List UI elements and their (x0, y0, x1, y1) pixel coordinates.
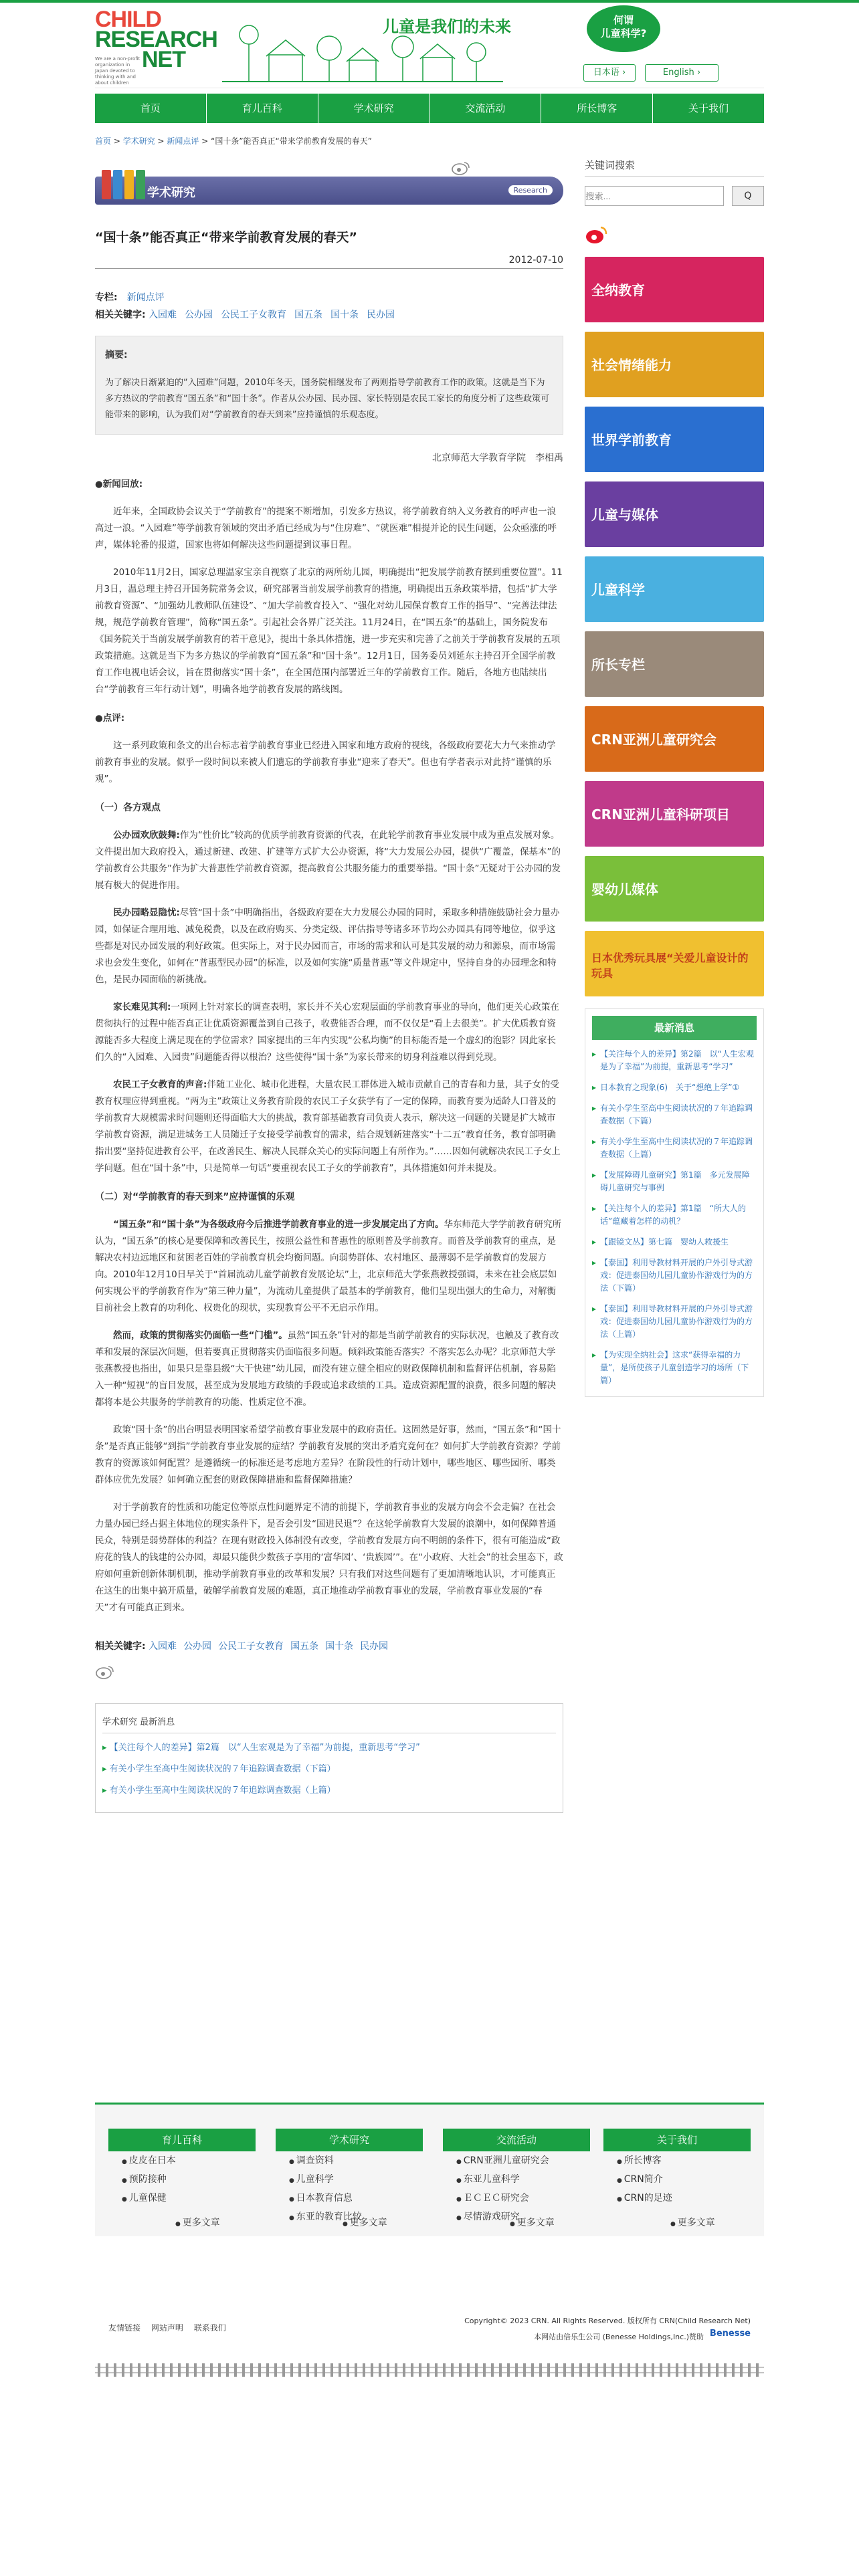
paragraph-lead: “国五条”和“国十条”为各级政府今后推进学前教育事业的进一步发展定出了方向。 (113, 1219, 444, 1230)
paragraph-lead: 公办园欢欣鼓舞: (113, 830, 180, 841)
fence-post (122, 2363, 124, 2377)
keyword-link[interactable]: 公民工子女教育 (221, 310, 287, 320)
footer-navigation (95, 2103, 764, 2236)
footer-link[interactable]: ● 尽情游戏研究 (456, 2209, 590, 2226)
fence-post (339, 2363, 341, 2377)
fence-post (740, 2363, 743, 2377)
banner-director-column[interactable] (585, 631, 764, 697)
fence-post (660, 2363, 662, 2377)
paragraph-text: 虽然“国五条”针对的都是当前学前教育的实际状况，也触及了教育改革和发展的深层次问题，但若要真正贯彻落实仍面临很多问题。倾斜政策能否落实？不落实怎么办呢？北京师范大学张燕教授也指出，如果只是靠县级“大干快建”幼儿园，而没有建立健全相应的财政保障机制和监督评估机制，容易陷入一种“短视”的盲目发展，甚至成为发展地方政绩的手段或追求政绩的工具。造成资源配置的浪费，很多问题的解决都将本是公共服务的学前教育的功能、性质定位不准。 (95, 1330, 559, 1408)
more-articles-link[interactable]: ● 更多文章 (510, 2216, 555, 2229)
site-logo[interactable] (95, 9, 217, 84)
fence-post (475, 2363, 478, 2377)
footer-link[interactable]: ● ＥＣＥＣ研究会 (456, 2190, 590, 2208)
keyword-link[interactable]: 国五条 (294, 310, 323, 320)
banner-japanese-toys[interactable] (585, 931, 764, 996)
fence-post (652, 2363, 654, 2377)
page-wrapper (95, 3, 764, 2341)
breadcrumb: 首页 > 学术研究 > 新闻点评 > “国十条”能否真正“带来学前教育发展的春天” (95, 136, 372, 146)
logo-line-1: CHILD (95, 7, 161, 32)
footer-col-title[interactable]: 交流活动 (443, 2129, 590, 2151)
keyword-link[interactable]: 国十条 (330, 310, 359, 320)
fence-post (507, 2363, 510, 2377)
fence-post (282, 2363, 285, 2377)
fence-post (250, 2363, 253, 2377)
fence-post (138, 2363, 140, 2377)
banner-label: 儿童与媒体 (591, 507, 658, 523)
nav-parenting[interactable]: 育儿百科 (207, 94, 318, 123)
weibo-share-icon[interactable] (95, 1665, 115, 1679)
friend-links[interactable]: 友情链接 (108, 2323, 141, 2333)
fence-post (218, 2363, 221, 2377)
banner-children-media[interactable] (585, 481, 764, 547)
fence-post (106, 2363, 108, 2377)
logo-line-2: RESEARCH (95, 27, 217, 52)
search-input[interactable] (585, 186, 724, 206)
footer-link[interactable]: ● 日本教育信息 (289, 2190, 423, 2208)
fence-post (547, 2363, 550, 2377)
paragraph-text: 一项网上针对家长的调查表明，家长并不关心宏观层面的学前教育事业的导向，他们更关心政策在贯彻执行的过程中能否真正让优质资源覆盖到自己孩子，收费能否合理，而不仅仅是“看上去很美”。扩大优质教育资源能否多大程度上满足现在的学位需求？国家提出的三年内实现“公私均衡”的目标能否是一个虚幻的泡影？因此家长们久的“入园难、入园贵”问题能否得以根治？这些使得“国十条”为家长带来的切身利益难以得到兑现。 (95, 1002, 559, 1063)
paragraph: 政策“国十条”的出台明显表明国家希望学前教育事业发展中的政府责任。这固然是好事，然而，“国五条”和“国十条”是否真正能够“到指”学前教育事业发展的症结？学前教育发展的突出矛盾究竟何在？如何扩大学前教育资源？学前教育的资源该如何配置？是遵循统一的标准还是考虑地方差异？在阶段性的行动计划中，哪些地区、哪些园所、哪类群体应优先发展？如何确立配套的财政保障措施和监督保障措施？ (95, 1424, 561, 1485)
fence-post (451, 2363, 454, 2377)
section-title: 学术研究 (147, 186, 195, 200)
keyword-link[interactable]: 国十条 (325, 1641, 354, 1652)
keyword-link[interactable]: 国五条 (290, 1641, 319, 1652)
fence-post (330, 2363, 333, 2377)
article-body (95, 476, 563, 1616)
fence-post (186, 2363, 189, 2377)
footer-col-title[interactable]: 关于我们 (603, 2129, 751, 2151)
site-header (95, 3, 764, 88)
paragraph (95, 905, 563, 988)
main-nav (95, 94, 764, 123)
fence-post (748, 2363, 751, 2377)
nav-director-blog[interactable]: 所长博客 (541, 94, 653, 123)
fence-post (379, 2363, 381, 2377)
article-title: “国十条”能否真正“带来学前教育发展的春天” (95, 230, 357, 245)
breadcrumb-home[interactable]: 首页 (95, 136, 112, 146)
more-articles-link[interactable]: ● 更多文章 (175, 2216, 220, 2229)
fence-post (603, 2363, 606, 2377)
fence-post (459, 2363, 462, 2377)
fence-post (700, 2363, 702, 2377)
paragraph: 2010年11月2日，国家总理温家宝亲自视察了北京的两所幼儿园，明确提出“把发展学前教育摆到重要位置”。11月3日，温总理主持召开国务院常务会议，研究部署当前发展学前教育的措施，明确提出五条政策举措，包括“扩大学前教育资源”、“加强幼儿教师队伍建设”、“加大学前教育投入”、“强化对幼儿园保育教育工作的指导”、“完善法律法规，规范学前教育管理”，简称“国五条”。引起社会各界广泛关注。11月24日，在“国五条”的基础上，国务院发布《国务院关于当前发展学前教育的若干意见》，提出十条具体措施，进一步充实和完善了之前关于学前教育发展的五项政策措施。这就是当下为多方热议的学前教育“国五条”和“国十条”。12月1日，国务委员刘延东主持召开全国学前教育工作电视电话会议，旨在贯彻落实“国十条”，在全国范围内部署近三年的学前教育工作。随后，各地方也陆续出台“学前教育三年行动计划”，明确各地学前教育发展的路线图。 (95, 567, 563, 695)
fence-post (202, 2363, 205, 2377)
logo-line-3: NET (142, 47, 185, 72)
banner-social-emotional[interactable] (585, 332, 764, 397)
fence-post (523, 2363, 526, 2377)
fence-post (363, 2363, 365, 2377)
fence-post (322, 2363, 325, 2377)
footer-col-parenting (108, 2129, 256, 2208)
banner-label: 全纳教育 (591, 282, 645, 298)
news-item[interactable]: ▸ 【泰国】利用导教材料开展的户外引导式游戏：促进泰国幼儿园儿童协作游戏行为的方法（下篇） (592, 1257, 757, 1295)
footer-col-title[interactable]: 育儿百科 (108, 2129, 256, 2151)
footer-link[interactable]: ● 儿童科学 (289, 2171, 423, 2189)
logo-tagline: We are a non-profit organization in Japan devoted to thinking with and about children (95, 56, 140, 86)
fence-post (154, 2363, 157, 2377)
fence-post (467, 2363, 470, 2377)
comment-heading: ●点评: (95, 713, 125, 724)
fence-post (419, 2363, 421, 2377)
bottom-keywords (95, 1639, 563, 1652)
footer-link[interactable]: ● 调查资料 (289, 2153, 423, 2170)
what-is-child-science-bubble[interactable]: 何谓 儿童科学? (587, 5, 660, 52)
footer-link[interactable]: ● CRN简介 (617, 2171, 751, 2189)
search-button[interactable]: Q (732, 186, 764, 206)
keyword-link[interactable]: 民办园 (360, 1641, 389, 1652)
keyword-link[interactable]: 公办园 (185, 310, 213, 320)
footer-link[interactable]: ● 东亚的教育比较 (289, 2209, 423, 2226)
banner-label: 婴幼儿媒体 (591, 881, 658, 897)
paragraph-lead: 民办园略显隐忧: (113, 907, 180, 918)
japanese-language-button[interactable]: 日本语 › (583, 64, 636, 82)
fence-post (587, 2363, 590, 2377)
footer-link[interactable]: ● 东亚儿童科学 (456, 2171, 590, 2189)
section-title-bar (95, 177, 563, 205)
article-author: 北京师范大学教育学院 李相禹 (432, 453, 563, 463)
fence-post (306, 2363, 309, 2377)
nav-events[interactable]: 交流活动 (430, 94, 541, 123)
section-badge: Research (508, 185, 553, 195)
research-latest-box (95, 1703, 563, 1813)
keywords-label: 相关关键字: (95, 1641, 146, 1652)
contact-us[interactable]: 联系我们 (193, 2323, 226, 2333)
news-item[interactable]: ▸ 【关注每个人的差异】第2篇 以“人生宏观是为了幸福”为前提，重新思考“学习” (592, 1048, 757, 1073)
fence-post (636, 2363, 638, 2377)
divider (95, 268, 563, 269)
banner-crn-asia-conference[interactable] (585, 706, 764, 772)
news-item[interactable]: ▸ 【发展障碍儿童研究】第1篇 多元发展障碍儿童研究与事例 (592, 1169, 757, 1194)
fence-post (756, 2363, 759, 2377)
nav-home[interactable]: 首页 (95, 94, 207, 123)
fence-post (411, 2363, 413, 2377)
news-item[interactable]: ▸ 【为实现全纳社会】这求“获得幸福的力量”，是所使孩子儿童创造学习的场所（下篇） (592, 1349, 757, 1387)
copyright-text: Copyright© 2023 CRN. All Rights Reserved. 版权所有 CRN(Child Research Net) (464, 2317, 751, 2325)
column-label: 专栏: (95, 292, 118, 303)
breadcrumb-news-comment[interactable]: 新闻点评 (167, 136, 199, 146)
latest-item[interactable]: ▸ 【关注每个人的差异】第2篇 以“人生宏观是为了幸福”为前提，重新思考“学习” (102, 1737, 556, 1759)
fence-post (435, 2363, 438, 2377)
fence-post (515, 2363, 518, 2377)
fence-post (130, 2363, 132, 2377)
footer-link[interactable]: ● 皮皮在日本 (122, 2153, 256, 2170)
banner-label: 儿童科学 (591, 582, 645, 598)
keyword-link[interactable]: 民办园 (367, 310, 395, 320)
subheading: （二）对“学前教育的春天到来”应持谨慎的乐观 (95, 1192, 295, 1202)
footer-col-about (603, 2129, 751, 2208)
fence-post (708, 2363, 710, 2377)
fence-post (491, 2363, 494, 2377)
paragraph-lead: 农民工子女教育的声音: (113, 1079, 207, 1090)
nav-about[interactable]: 关于我们 (688, 102, 729, 114)
footer-link[interactable]: ● CRN亚洲儿童研究会 (456, 2153, 590, 2170)
news-item[interactable]: ▸ 有关小学生至高中生阅读状况的７年追踪调查数据（下篇） (592, 1102, 757, 1128)
banner-label: 日本优秀玩具展“关爱儿童设计的玩具 (591, 952, 749, 980)
news-item[interactable]: ▸ 【泰国】利用导教材料开展的户外引导式游戏：促进泰国幼儿园儿童协作游戏行为的方法（上篇） (592, 1303, 757, 1341)
fence-post (210, 2363, 213, 2377)
more-articles-link[interactable]: ● 更多文章 (670, 2216, 715, 2229)
keyword-link[interactable]: 入园难 (149, 1641, 177, 1652)
fence-post (355, 2363, 357, 2377)
banner-inclusive-education[interactable] (585, 257, 764, 322)
paragraph (95, 1327, 563, 1411)
footer-links (108, 2322, 226, 2333)
abstract-box (95, 336, 563, 435)
fence-post (395, 2363, 397, 2377)
sidebar (585, 158, 764, 1397)
fence-post (314, 2363, 317, 2377)
english-language-button[interactable]: English › (645, 64, 719, 82)
fence-post (684, 2363, 686, 2377)
fence-post (579, 2363, 582, 2377)
fence-post (483, 2363, 486, 2377)
paragraph-lead: 家长难见其利: (113, 1002, 171, 1012)
banner-label: 世界学前教育 (591, 432, 672, 448)
paragraph: 这一系列政策和条文的出台标志着学前教育事业已经进入国家和地方政府的视线，各级政府要花大力气来推动学前教育事业的发展。似乎一段时间以来被人们遗忘的学前教育事业“迎来了春天”。但也有学者表示对此持“谨慎的乐观”。 (95, 740, 556, 784)
footer-link[interactable]: ● 所长博客 (617, 2153, 751, 2170)
fence-post (732, 2363, 735, 2377)
banner-label: 社会情绪能力 (591, 357, 672, 373)
banner-infant-media[interactable] (585, 856, 764, 922)
paragraph-text: 作为“性价比”较高的优质学前教育资源的代表，在此轮学前教育事业发展中成为重点发展对象。文件提出加大政府投入，通过新建、改建、扩建等方式扩大公办资源，将“大力发展公办园，提供“广覆盖，保基本”的学前教育公共服务”作为扩大普惠性学前教育资源，提高教育公共服务能力的重要举措。“国十条”无疑对于公办园的发展有极大的促进作用。 (95, 830, 561, 891)
sponsor-text: 本网站由倍乐生公司 (Benesse Holdings,Inc.)赞助 (534, 2333, 704, 2341)
benesse-logo[interactable]: Benesse (709, 2329, 751, 2339)
keyword-search-title: 关键词搜索 (585, 158, 764, 177)
footer-link[interactable]: ● 预防接种 (122, 2171, 256, 2189)
fence-post (611, 2363, 614, 2377)
main-content (95, 158, 563, 1813)
fence-post (290, 2363, 293, 2377)
footer-col-events (443, 2129, 590, 2226)
fence-post (371, 2363, 373, 2377)
fence-post (571, 2363, 574, 2377)
fence-post (162, 2363, 165, 2377)
fence-post (146, 2363, 149, 2377)
footer-copyright (95, 2309, 764, 2355)
header-slogan: 儿童是我们的未来 (383, 17, 511, 36)
keyword-link[interactable]: 入园难 (149, 310, 177, 320)
banner-crn-asia-project[interactable] (585, 781, 764, 847)
fence-post (114, 2363, 116, 2377)
article-meta (95, 289, 563, 324)
fence-post (234, 2363, 237, 2377)
weibo-icon[interactable] (585, 225, 607, 245)
news-replay-heading: ●新闻回放: (95, 479, 143, 490)
keywords-label: 相关关键字: (95, 310, 146, 320)
site-statement[interactable]: 网站声明 (151, 2323, 183, 2333)
paragraph-text: 尽管“国十条”中明确指出，各级政府要在大力发展公办园的同时，采取多种措施鼓励社会力量办园，如保证合理用地、减免税费，以及在政府购买、分类定级、评估指导等诸多环节均公办园具有同等地位，似乎这些都是对民办园发展的利好政策。但实际上，对于民办园而言，市场的需求和认可是其发展的动力和源泉，而市场需求也会发生变化，如何在“普惠型民办园”的标准，以及如何实施“质量普惠”等文件规定中，坚持自身的办园理念和特色，是民办园面临的新挑战。 (95, 907, 560, 985)
fence-post (347, 2363, 349, 2377)
fence-post (98, 2363, 100, 2377)
paragraph (95, 1216, 563, 1317)
footer-col-research (276, 2129, 423, 2226)
article-date: 2012-07-10 (508, 255, 563, 265)
breadcrumb-current: “国十条”能否真正“带来学前教育发展的春天” (211, 136, 372, 146)
footer-link[interactable]: ● CRN的足迹 (617, 2190, 751, 2208)
banner-label: 所长专栏 (591, 657, 645, 673)
fence-post (403, 2363, 405, 2377)
abstract-label: 摘要: (105, 350, 128, 360)
news-item[interactable]: ▸ 【关注每个人的差异】第1篇 “所大人的话”蕴藏着怎样的动机？ (592, 1202, 757, 1228)
latest-item[interactable]: ▸ 有关小学生至高中生阅读状况的７年追踪调查数据（下篇） (102, 1759, 556, 1780)
fence-post (298, 2363, 301, 2377)
fence-post (242, 2363, 245, 2377)
banner-label: CRN亚洲儿童科研项目 (591, 807, 730, 823)
abstract-text: 为了解决日渐紧迫的“入园难”问题，2010年冬天，国务院相继发布了两则指导学前教育工作的政策。这就是当下为多方热议的学前教育“国五条”和“国十条”。作者从公办园、民办园、家长特别是农民工家长的角度分析了这些政策可能带来的影响，认为我们对“学前教育的春天到来”应持谨慎的乐观态度。 (105, 378, 549, 420)
fence-post (274, 2363, 277, 2377)
latest-news-box (585, 1008, 764, 1397)
latest-news-header: 最新消息 (592, 1016, 757, 1040)
fence-post (531, 2363, 534, 2377)
banner-child-science[interactable] (585, 556, 764, 622)
paragraph (95, 827, 563, 894)
fence-post (563, 2363, 566, 2377)
fence-post (628, 2363, 630, 2377)
fence-post (258, 2363, 261, 2377)
banner-label: CRN亚洲儿童研究会 (591, 732, 717, 748)
nav-research[interactable]: 学术研究 (318, 94, 430, 123)
keyword-link[interactable]: 公民工子女教育 (218, 1641, 284, 1652)
fence-post (555, 2363, 558, 2377)
fence-post (387, 2363, 389, 2377)
fence-post (619, 2363, 622, 2377)
footer-link[interactable]: ● 儿童保健 (122, 2190, 256, 2208)
fence-post (539, 2363, 542, 2377)
news-item[interactable]: ▸ 【跟镜文丛】第七篇 婴幼人救援生 (592, 1236, 757, 1249)
footer-col-title[interactable]: 学术研究 (276, 2129, 423, 2151)
weibo-share-icon[interactable] (451, 160, 471, 175)
more-articles-link[interactable]: ● 更多文章 (343, 2216, 387, 2229)
keyword-link[interactable]: 公办园 (183, 1641, 212, 1652)
column-link[interactable]: 新闻点评 (126, 292, 165, 303)
footer-fence-decoration (95, 2363, 764, 2377)
books-icon (102, 170, 145, 199)
fence-post (724, 2363, 727, 2377)
fence-post (644, 2363, 646, 2377)
fence-post (178, 2363, 181, 2377)
fence-post (676, 2363, 678, 2377)
fence-post (692, 2363, 694, 2377)
paragraph: 近年来，全国政协会议关于“学前教育”的提案不断增加，引发多方热议，将学前教育纳入义务教育的呼声也一浪高过一浪。“入园难”等学前教育领域的突出矛盾已经成为与“住房难”、“就医难”相提并论的民生问题，公众亟涨的呼声，媒体轮番的报道，国家也将如何解决这些问题提到议事日程。 (95, 506, 557, 550)
fence-post (595, 2363, 598, 2377)
fence-post (226, 2363, 229, 2377)
research-latest-header: 学术研究 最新消息 (102, 1715, 556, 1733)
fence-post (668, 2363, 670, 2377)
paragraph-text: 伴随工业化、城市化进程，大量农民工群体进入城市贡献自己的青春和力量，其子女的受教育权理应得到重视。“两为主”政策让义务教育阶段的农民工子女获学有了一定的保障，而教育要为适龄人口普及的学前教育大规模需求时问题则还得面临大大的挑战，教育部基础教育司负责人表示，解决这一问题的关键是扩大城市学前教育资源，满足进城务工人员随迁子女接受学前教育的需求，结合规划新建落实“十二五”教育任务，教育部明确指出要“坚持促进教育公平，在改善民生、解决人民群众关心的实际问题上有所作为。”……因如何就解决农民工子女上学问题。但在“国十条”中，只是简单一句话“要重视农民工子女的学前教育”，具体措施如何并未提及。 (95, 1079, 561, 1174)
news-item[interactable]: ▸ 日本教育之现象(6) 关于“想绝上学”① (592, 1081, 757, 1094)
fence-post (716, 2363, 719, 2377)
fence-post (194, 2363, 197, 2377)
breadcrumb-research[interactable]: 学术研究 (122, 136, 155, 146)
paragraph-lead: 然而，政策的贯彻落实仍面临一些“门槛”。 (113, 1330, 288, 1341)
fence-post (499, 2363, 502, 2377)
paragraph (95, 999, 563, 1066)
paragraph-text: 华东师范大学学前教育研究所认为，“国五条”的核心是要保障和改善民生，按照公益性和普惠性的原则普及学前教育。而普及学前教育的重点，是解决农村边远地区和贫困老百姓的学前教育机会均衡问题。向弱势群体、农村地区、最薄弱不是学前教育的发展方向。2010年12月10日早关于“首届流动儿童学前教育发展论坛”上，北京师范大学张燕教授强调，未来在社会底层如何实现公平的学前教育作为“第三种力量”，为流动儿童提供了最基本的学前教育，他们呈现出强大的生命力，对解衡目前社会上教育的功利化、权贵化的现状，实现教育公平不无启示作用。 (95, 1219, 561, 1313)
subheading: （一）各方观点 (95, 802, 161, 813)
fence-post (266, 2363, 269, 2377)
paragraph (95, 1077, 563, 1177)
fence-post (443, 2363, 446, 2377)
paragraph: 对于学前教育的性质和功能定位等原点性问题界定不清的前提下，学前教育事业的发展方向会不会走偏？在社会力量办园已经占据主体地位的现实条件下，是否会引发“国进民退”？在这轮学前教育大发展的浪潮中，如何保障普通民众，特别是弱势群体的利益？在现有财政投入体制没有改变，学前教育发展方向不明朗的条件下，很有可能造成“政府花的钱人的钱建的公办园，却最只能供少数孩子享用的‘富华园’、‘贵族园’”。在“小政府、大社会”的社会里态下，政府如何重新创新体制机制，推动学前教育事业的改革和发展？只有我们对这些问题有了更加清晰地认识，才可能真正在这生的出集中搞开质量，破解学前教育发展的难题，真正地推动学前教育事业的发展，学前教育事业发展的“春天”才有可能真正到来。 (95, 1502, 563, 1613)
latest-item[interactable]: ▸ 有关小学生至高中生阅读状况的７年追踪调查数据（上篇） (102, 1780, 556, 1802)
news-item[interactable]: ▸ 有关小学生至高中生阅读状况的７年追踪调查数据（上篇） (592, 1136, 757, 1161)
search-bar (585, 186, 764, 206)
banner-world-preschool[interactable] (585, 407, 764, 472)
fence-post (427, 2363, 430, 2377)
fence-post (170, 2363, 173, 2377)
